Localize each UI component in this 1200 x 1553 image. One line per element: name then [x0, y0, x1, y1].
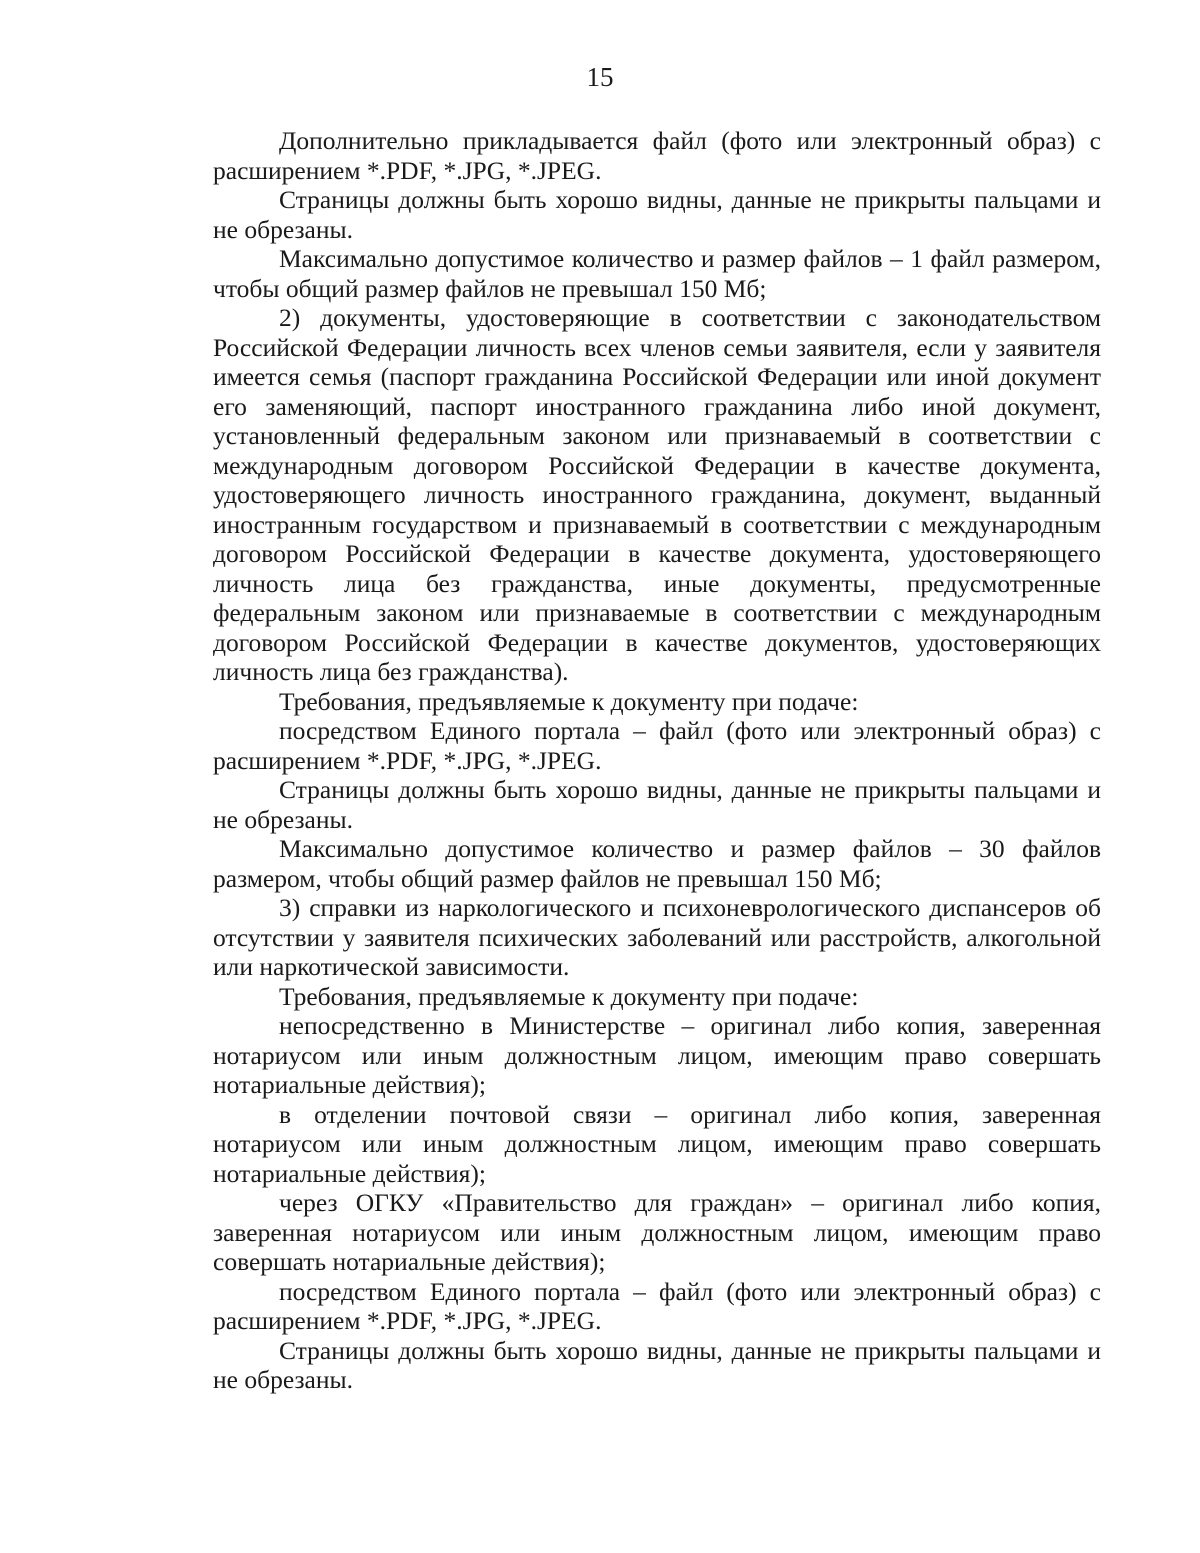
paragraph-additional-file: Дополнительно прикладывается файл (фото или электронный образ) с расширением *.PDF, *.JPG, *.JPEG.: [213, 126, 1101, 185]
paragraph-post-office: в отделении почтовой связи – оригинал либо копия, заверенная нотариусом или иным должностным лицом, имеющим право совершать нотариальные действия);: [213, 1099, 1101, 1188]
paragraph-via-unified-portal: посредством Единого портала – файл (фото или электронный образ) с расширением *.PDF, *.JPG, *.JPEG.: [213, 716, 1101, 775]
paragraph-max-files: Максимально допустимое количество и размер файлов – 1 файл размером, чтобы общий размер файлов не превышал 150 Мб;: [213, 244, 1101, 303]
paragraph-item-2-identity-documents: 2) документы, удостоверяющие в соответствии с законодательством Российской Федерации личность всех членов семьи заявителя, если у заявителя имеется семья (паспорт гражданина Российской Федерации или иной документ его заменяющий, паспорт иностранного гражданина либо иной документ, установленный федеральным законом или признаваемый в соответствии с международным договором Российской Федерации в качестве документа, удостоверяющего личность иностранного гражданина, документ, выданный иностранным государством и признаваемый в соответствии с международным договором Российской Федерации в качестве документа, удостоверяющего личность лица без гражданства, иные документы, предусмотренные федеральным законом или признаваемые в соответствии с международным договором Российской Федерации в качестве документов, удостоверяющих личность лица без гражданства).: [213, 303, 1101, 686]
paragraph-pages-visible: Страницы должны быть хорошо видны, данные не прикрыты пальцами и не обрезаны.: [213, 775, 1101, 834]
paragraph-via-ogku: через ОГКУ «Правительство для граждан» – оригинал либо копия, заверенная нотариусом или иным должностным лицом, имеющим право совершать нотариальные действия);: [213, 1188, 1101, 1276]
paragraph-via-unified-portal: посредством Единого портала – файл (фото или электронный образ) с расширением *.PDF, *.JPG, *.JPEG.: [213, 1276, 1101, 1335]
paragraph-max-files: Максимально допустимое количество и размер файлов – 30 файлов размером, чтобы общий размер файлов не превышал 150 Мб;: [213, 834, 1101, 893]
paragraph-pages-visible: Страницы должны быть хорошо видны, данные не прикрыты пальцами и не обрезаны.: [213, 185, 1101, 244]
document-body: [213, 126, 1101, 1395]
page-number: 15: [586, 62, 614, 92]
paragraph-item-3-medical-certificates: 3) справки из наркологического и психоневрологического диспансеров об отсутствии у заявителя психических заболеваний или расстройств, алкогольной или наркотической зависимости.: [213, 893, 1101, 981]
paragraph-pages-visible: Страницы должны быть хорошо видны, данные не прикрыты пальцами и не обрезаны.: [213, 1335, 1101, 1394]
paragraph-in-ministry: непосредственно в Министерстве – оригинал либо копия, заверенная нотариусом или иным должностным лицом, имеющим право совершать нотариальные действия);: [213, 1011, 1101, 1099]
paragraph-requirements-heading: Требования, предъявляемые к документу при подаче:: [279, 686, 859, 716]
paragraph-requirements-heading: Требования, предъявляемые к документу при подаче:: [279, 981, 859, 1011]
